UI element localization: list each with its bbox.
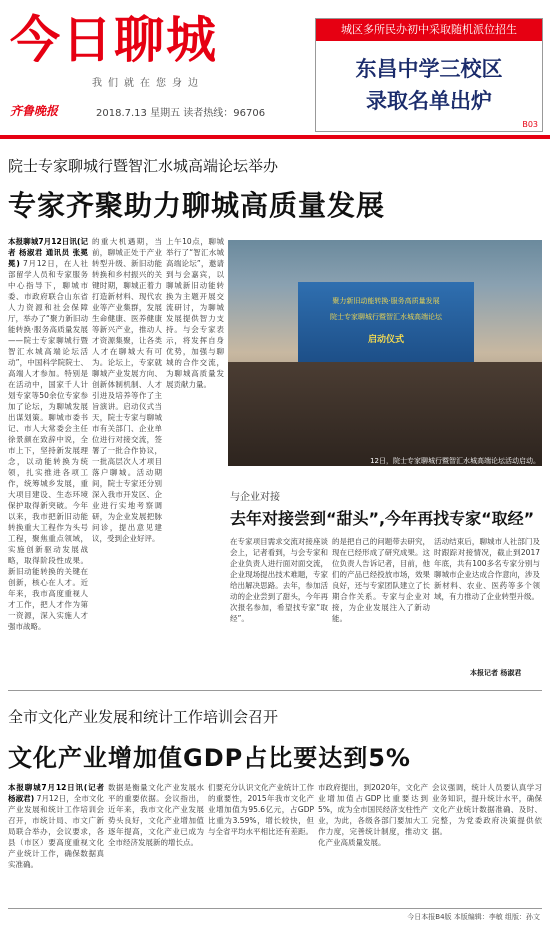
- story3-col4-text: 市政府提出，到2020年，文化产业增加值占GDP比重要达到5%，成为全市国民经济支柱性产业，为此，各级各部门要加大工作力度，完善统计制度，推动文化产业高质量发展。: [318, 783, 428, 847]
- top-divider: [0, 135, 550, 139]
- story3-column-1: [8, 782, 104, 906]
- footer-rule: [8, 908, 542, 909]
- story3-byline: 本报聊城7月12日讯(记者 杨淑君): [8, 783, 104, 803]
- screen-text-1: 聚力新旧动能转换·服务高质量发展: [332, 297, 440, 305]
- story2-column-3: [434, 536, 540, 662]
- story1-col1-text: 7月12日，在人社部留学人员和专家服务中心指导下，聊城市委、市政府联合山东省人力资源和社会保障厅，举办了“聚力新旧动能转换·服务高质量发展——院士专家聊城行暨智汇水城高端论坛活动”，中国科学院院士、高端人才参加。特别是在活动中，国家千人计划专家等50余位专家参加了论坛，为聊城发展出谋划策。聊城市委书记、市人大常委会主任徐景颜在致辞中说，全市上下，坚持新发展理念，以动能转换为统领，扎实推进各项工作，统筹城乡发展，重大项目建设、生态环境保护取得新突破。今年以来，我市把新旧动能转换重大工程作为头号工程，聚焦重点领域，实施创新驱动发展战略，取得阶段性成果。新旧动能转换的关键在创新，核心在人才。近年来，我市高度重视人才工作，把人才作为第一资源，深入实施人才强市战略。: [8, 259, 88, 631]
- story1-col3-text: 上午10点，聊城举行了“智汇水城高端论坛”，邀请到与会嘉宾，以聊城新旧动能转换为主题开展交流研讨，为聊城发展提供智力支持。与会专家表示，将发挥自身优势，加强与聊城的合作交流，为聊城高质量发展贡献力量。: [166, 237, 224, 389]
- screen-text-2: 院士专家聊城行暨智汇水城高端论坛: [330, 313, 442, 321]
- screen-text-3: 启动仪式: [367, 335, 404, 345]
- dateline: 2018.7.13 星期五 读者热线：96706: [96, 108, 266, 119]
- story2-kicker: 与企业对接: [230, 492, 280, 503]
- story3-column-3: [208, 782, 314, 906]
- masthead: [8, 10, 298, 120]
- story1-byline: 本报聊城7月12日讯(记者 杨淑君 通讯员 张冕冕): [8, 237, 88, 268]
- brand-name: 齐鲁晚报: [10, 104, 59, 118]
- promo-box: [315, 18, 543, 132]
- story1-headline: 专家齐聚助力聊城高质量发展: [8, 189, 386, 222]
- story3-col3-text: 们要充分认识文化产业统计工作的重要性，2015年我市文化产业增加值为95.6亿元，占GDP比重为3.59%，增长较快，但与全省平均水平相比还有差距。: [208, 783, 314, 836]
- masthead-slogan: 我们就在您身边: [92, 78, 204, 89]
- event-photo: [228, 240, 542, 466]
- story2-column-1: [230, 536, 328, 676]
- photo-screen: [298, 282, 474, 362]
- story1-kicker: 院士专家聊城行暨智汇水城高端论坛举办: [8, 157, 279, 175]
- promo-line-2: 录取名单出炉: [366, 89, 492, 113]
- story3-col2-text: 数据是衡量文化产业发展水平的重要依据。会议指出，近年来，我市文化产业发展势头良好，文化产业增加值逐年提高，文化产业已成为全市经济发展新的增长点。: [108, 783, 204, 847]
- story1-column-3: [166, 236, 224, 666]
- photo-caption: 12日，院士专家聊城行暨智汇水城高端论坛活动启动。: [370, 457, 540, 465]
- promo-line-1: 东昌中学三校区: [355, 57, 503, 81]
- story3-column-5: [432, 782, 542, 906]
- story3-col1-text: 7月12日，全市文化产业发展和统计工作培训会召开，市统计局、市文广新局联合举办，会议要求，各县（市区）要高度重视文化产业统计工作，确保数据真实准确。: [8, 794, 104, 869]
- story2-col2-text: 的是把自己的问题带去研究，现在已经形成了研究成果。这位负责人告诉记者，目前，他们的产品已经投放市场，效果良好，还与专家团队建立了长期合作关系。专家与企业对接，为企业发展注入了新动能。: [332, 537, 430, 623]
- story3-headline: 文化产业增加值GDP占比要达到5%: [8, 744, 411, 772]
- story3-column-2: [108, 782, 204, 906]
- promo-page: B03: [522, 120, 538, 129]
- story3-kicker: 全市文化产业发展和统计工作培训会召开: [8, 708, 279, 726]
- section-divider: [8, 690, 542, 691]
- story2-headline: 去年对接尝到“甜头”,今年再找专家“取经”: [230, 509, 535, 528]
- story2-byline: 本报记者 杨淑君: [470, 669, 522, 677]
- promo-top: 城区多所民办初中采取随机派位招生: [316, 19, 542, 41]
- story1-col2-text: 的重大机遇期，当前，聊城正处于产业转型升级、新旧动能转换和乡村振兴的关键时期，聊城正着力打造新材料、现代农业等产业集群，发展生命健康、医养健康等新兴产业，推动人才资源集聚，让各类人才在聊城大有可为。论坛上，专家就聊城产业发展方向、创新体制机制、人才引进及培养等作了主旨演讲。启动仪式当天，院士专家与聊城市有关部门、企业单位进行对接交流，签署了一批合作协议，一批高层次人才项目落户聊城。活动期间，院士专家还分别深入我市开发区、企业进行实地考察调研，为企业发展把脉问诊，提出意见建议，受到企业好评。: [92, 237, 162, 543]
- story2-col1-text: 在专家项目需求交流对接座谈会上，记者看到，与会专家和企业负责人进行面对面交流，企业现场提出技术难题，专家给出解决思路。去年，参加活动的企业尝到了甜头，今年再次报名参加，希望找专家“取经”。: [230, 537, 328, 623]
- photo-audience: [228, 362, 542, 466]
- story1-column-2: [92, 236, 162, 666]
- masthead-title: 今日聊城: [10, 10, 218, 69]
- story2-column-2: [332, 536, 430, 676]
- story2-col3-text: 活动结束后，聊城市人社部门及时跟踪对接情况，截止到2017年底，共有100多名专家分别与聊城市企业达成合作意向，涉及新材料、农业、医药等多个领域，有力推动了企业转型升级。: [434, 537, 540, 601]
- story3-col5-text: 会议强调，统计人员要认真学习业务知识，提升统计水平，确保文化产业统计数据准确、及时、完整，为党委政府决策提供依据。: [432, 783, 542, 836]
- story3-column-4: [318, 782, 428, 906]
- story1-column-1: [8, 236, 88, 736]
- footer-text: 今日本报B4版 本版编辑：李敏 组版：孙文: [407, 913, 540, 921]
